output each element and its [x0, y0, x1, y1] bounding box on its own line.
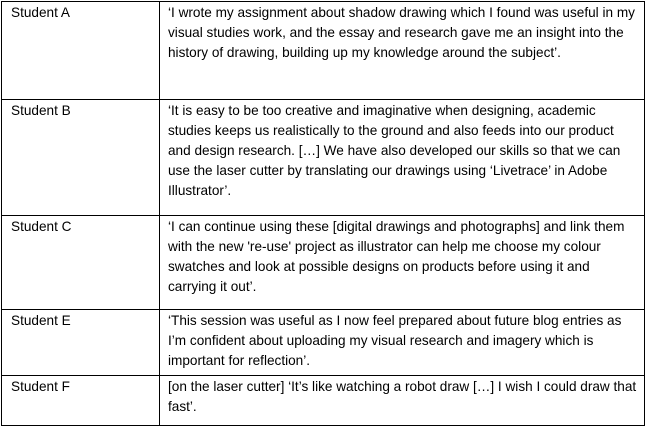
- student-quote-cell: [on the laser cutter] ‘It’s like watching a robot draw […] I wish I could draw that fast’.: [160, 376, 645, 426]
- student-quote-cell: ‘This session was useful as I now feel prepared about future blog entries as I’m confident about uploading my visual research and imagery which is important for reflection’.: [160, 310, 645, 376]
- student-quote-cell: ‘I can continue using these [digital drawings and photographs] and link them with the new 're-use' project as illustrator can help me choose my colour swatches and look at possible designs on products before using it and carrying it out’.: [160, 216, 645, 310]
- student-name-cell: Student B: [2, 100, 160, 216]
- student-quotes-table: [1, 1, 645, 426]
- table-row: [2, 100, 645, 216]
- student-name-cell: Student F: [2, 376, 160, 426]
- table-row: [2, 310, 645, 376]
- student-name-cell: Student E: [2, 310, 160, 376]
- table-row: [2, 2, 645, 100]
- table-row: [2, 376, 645, 426]
- student-name-cell: Student A: [2, 2, 160, 100]
- table-row: [2, 216, 645, 310]
- student-quote-cell: ‘It is easy to be too creative and imaginative when designing, academic studies keeps us realistically to the ground and also feeds into our product and design research. […] We have also developed our skills so that we can use the laser cutter by translating our drawings using ‘Livetrace’ in Adobe Illustrator’.: [160, 100, 645, 216]
- student-name-cell: Student C: [2, 216, 160, 310]
- student-quote-cell: ‘I wrote my assignment about shadow drawing which I found was useful in my visual studies work, and the essay and research gave me an insight into the history of drawing, building up my knowledge around the subject’.: [160, 2, 645, 100]
